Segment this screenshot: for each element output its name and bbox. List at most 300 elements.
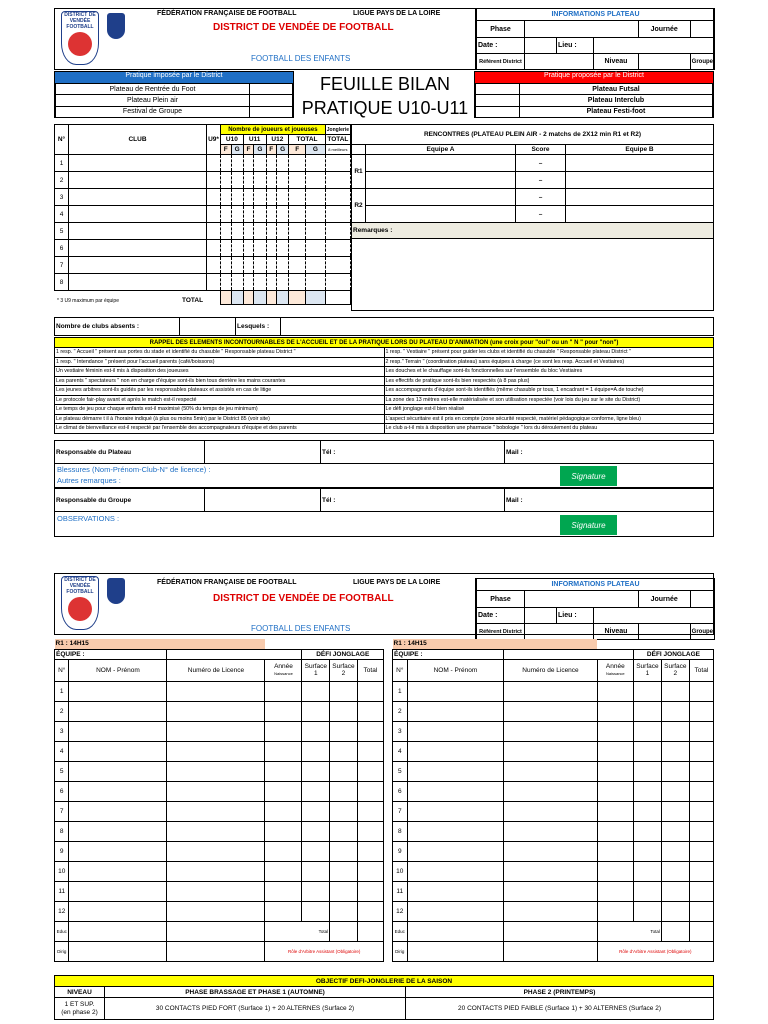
player-field[interactable]: [407, 801, 504, 821]
player-field[interactable]: [69, 721, 167, 741]
count-field[interactable]: [289, 155, 306, 172]
signature-button[interactable]: Signature: [560, 515, 617, 535]
player-field[interactable]: [689, 721, 713, 741]
dirig-field[interactable]: [407, 941, 504, 961]
count-field[interactable]: [254, 223, 266, 240]
player-field[interactable]: [330, 861, 358, 881]
player-field[interactable]: [504, 761, 597, 781]
total-field[interactable]: [661, 921, 689, 941]
count-field[interactable]: [266, 189, 277, 206]
player-field[interactable]: [633, 801, 661, 821]
player-field[interactable]: [167, 681, 265, 701]
imposed-check[interactable]: [250, 95, 293, 106]
player-field[interactable]: [302, 701, 330, 721]
count-field[interactable]: [289, 274, 306, 291]
count-field[interactable]: [243, 257, 254, 274]
club-name-field[interactable]: [69, 223, 207, 240]
count-field[interactable]: [266, 240, 277, 257]
total-field[interactable]: [221, 291, 232, 305]
player-field[interactable]: [504, 881, 597, 901]
player-field[interactable]: [167, 741, 265, 761]
player-field[interactable]: [265, 721, 302, 741]
total-field[interactable]: [254, 291, 266, 305]
player-field[interactable]: [302, 721, 330, 741]
total-field[interactable]: [289, 291, 306, 305]
score-field[interactable]: –: [516, 155, 566, 172]
proposed-check[interactable]: [476, 84, 520, 95]
mail-field[interactable]: [529, 441, 714, 464]
count-field[interactable]: [325, 240, 350, 257]
player-field[interactable]: [265, 841, 302, 861]
equipe-a-field[interactable]: [366, 172, 516, 189]
player-field[interactable]: [661, 801, 689, 821]
player-field[interactable]: [357, 821, 383, 841]
dirig-field[interactable]: [504, 941, 597, 961]
count-field[interactable]: [306, 240, 326, 257]
player-field[interactable]: [661, 841, 689, 861]
player-field[interactable]: [265, 801, 302, 821]
phase-field[interactable]: [525, 20, 639, 38]
player-field[interactable]: [302, 681, 330, 701]
player-field[interactable]: [265, 781, 302, 801]
player-field[interactable]: [597, 721, 633, 741]
player-field[interactable]: [265, 741, 302, 761]
player-field[interactable]: [597, 681, 633, 701]
count-field[interactable]: [231, 172, 243, 189]
count-field[interactable]: [243, 189, 254, 206]
count-field[interactable]: [254, 274, 266, 291]
count-field[interactable]: [254, 172, 266, 189]
count-field[interactable]: [231, 155, 243, 172]
player-field[interactable]: [407, 781, 504, 801]
equipe-a-field[interactable]: [366, 206, 516, 223]
niveau-field[interactable]: [638, 54, 690, 70]
player-field[interactable]: [69, 901, 167, 921]
player-field[interactable]: [633, 881, 661, 901]
player-field[interactable]: [689, 901, 713, 921]
referent-field[interactable]: [525, 54, 594, 70]
player-field[interactable]: [689, 781, 713, 801]
equipe-b-field[interactable]: [566, 206, 714, 223]
player-field[interactable]: [504, 721, 597, 741]
player-field[interactable]: [504, 741, 597, 761]
check-item[interactable]: Le climat de bienveillance est-il respecté par l'ensemble des accompagnateurs d'équipe et des parents: [55, 424, 385, 434]
player-field[interactable]: [689, 741, 713, 761]
count-field[interactable]: [306, 155, 326, 172]
player-field[interactable]: [661, 721, 689, 741]
player-field[interactable]: [597, 841, 633, 861]
player-field[interactable]: [265, 821, 302, 841]
count-field[interactable]: [207, 240, 221, 257]
count-field[interactable]: [221, 240, 232, 257]
player-field[interactable]: [597, 741, 633, 761]
count-field[interactable]: [277, 206, 289, 223]
player-field[interactable]: [633, 681, 661, 701]
player-field[interactable]: [633, 821, 661, 841]
player-field[interactable]: [357, 681, 383, 701]
player-field[interactable]: [357, 901, 383, 921]
player-field[interactable]: [661, 861, 689, 881]
player-field[interactable]: [302, 841, 330, 861]
player-field[interactable]: [167, 881, 265, 901]
remarques-field[interactable]: [352, 239, 714, 311]
count-field[interactable]: [221, 172, 232, 189]
player-field[interactable]: [689, 801, 713, 821]
tel-field[interactable]: [345, 441, 505, 464]
player-field[interactable]: [69, 881, 167, 901]
player-field[interactable]: [407, 881, 504, 901]
count-field[interactable]: [277, 155, 289, 172]
player-field[interactable]: [357, 781, 383, 801]
player-field[interactable]: [302, 901, 330, 921]
player-field[interactable]: [330, 761, 358, 781]
player-field[interactable]: [330, 701, 358, 721]
equipe-field[interactable]: [504, 649, 634, 659]
player-field[interactable]: [689, 761, 713, 781]
player-field[interactable]: [633, 761, 661, 781]
absents-field[interactable]: [180, 318, 236, 336]
check-item[interactable]: 1 resp. " Vestiaire " présent pour guider les clubs et identifié du chasuble " Responsable plateau District ": [384, 348, 714, 358]
count-field[interactable]: [325, 257, 350, 274]
player-field[interactable]: [330, 841, 358, 861]
count-field[interactable]: [243, 223, 254, 240]
player-field[interactable]: [633, 861, 661, 881]
count-field[interactable]: [231, 206, 243, 223]
count-field[interactable]: [306, 223, 326, 240]
club-name-field[interactable]: [69, 240, 207, 257]
count-field[interactable]: [221, 223, 232, 240]
player-field[interactable]: [504, 841, 597, 861]
player-field[interactable]: [407, 741, 504, 761]
club-name-field[interactable]: [69, 189, 207, 206]
count-field[interactable]: [243, 172, 254, 189]
player-field[interactable]: [330, 721, 358, 741]
lesquels-field[interactable]: [281, 318, 714, 336]
player-field[interactable]: [633, 841, 661, 861]
player-field[interactable]: [504, 801, 597, 821]
player-field[interactable]: [689, 881, 713, 901]
player-field[interactable]: [330, 821, 358, 841]
count-field[interactable]: [231, 223, 243, 240]
player-field[interactable]: [265, 761, 302, 781]
score-field[interactable]: –: [516, 206, 566, 223]
check-item[interactable]: Le temps de jeu pour chaque enfants est-il maximisé (50% du temps de jeu minimum): [55, 405, 385, 415]
player-field[interactable]: [597, 761, 633, 781]
count-field[interactable]: [277, 189, 289, 206]
club-name-field[interactable]: [69, 172, 207, 189]
player-field[interactable]: [167, 861, 265, 881]
player-field[interactable]: [407, 721, 504, 741]
count-field[interactable]: [243, 240, 254, 257]
total-field[interactable]: [231, 291, 243, 305]
player-field[interactable]: [69, 761, 167, 781]
player-field[interactable]: [633, 901, 661, 921]
count-field[interactable]: [254, 240, 266, 257]
check-item[interactable]: Les jeunes arbitres sont-ils guidés par les responsables plateaux et assistés en cas de litige: [55, 386, 385, 396]
player-field[interactable]: [302, 761, 330, 781]
player-field[interactable]: [167, 781, 265, 801]
count-field[interactable]: [207, 189, 221, 206]
count-field[interactable]: [207, 206, 221, 223]
player-field[interactable]: [302, 801, 330, 821]
signature-button[interactable]: Signature: [560, 466, 617, 486]
player-field[interactable]: [69, 821, 167, 841]
player-field[interactable]: [597, 801, 633, 821]
educ-field[interactable]: [167, 921, 265, 941]
count-field[interactable]: [221, 189, 232, 206]
player-field[interactable]: [689, 701, 713, 721]
player-field[interactable]: [357, 881, 383, 901]
player-field[interactable]: [357, 741, 383, 761]
player-field[interactable]: [167, 801, 265, 821]
check-item[interactable]: Le club a-t-il mis à disposition une pharmacie " bobologie " lors du déroulement du plateau: [384, 424, 714, 434]
player-field[interactable]: [265, 701, 302, 721]
equipe-b-field[interactable]: [566, 189, 714, 206]
count-field[interactable]: [243, 274, 254, 291]
club-name-field[interactable]: [69, 257, 207, 274]
referent-field[interactable]: [525, 624, 594, 640]
player-field[interactable]: [330, 681, 358, 701]
check-item[interactable]: Les accompagnants d'équipe sont-ils identifiés (même chasuble pr tous, 1 encadrant = 1 équipe=A.de touche): [384, 386, 714, 396]
check-item[interactable]: 1 resp. " Accueil " présent aux portes du stade et identifié du chasuble " Responsable plateau District ": [55, 348, 385, 358]
player-field[interactable]: [407, 681, 504, 701]
player-field[interactable]: [407, 901, 504, 921]
player-field[interactable]: [689, 861, 713, 881]
count-field[interactable]: [289, 172, 306, 189]
dirig-field[interactable]: [69, 941, 167, 961]
check-item[interactable]: Le protocole fair-play avant et après le match est-il respecté: [55, 395, 385, 405]
count-field[interactable]: [221, 206, 232, 223]
player-field[interactable]: [69, 781, 167, 801]
player-field[interactable]: [330, 801, 358, 821]
phase-field[interactable]: [525, 590, 639, 608]
player-field[interactable]: [167, 721, 265, 741]
player-field[interactable]: [407, 841, 504, 861]
count-field[interactable]: [254, 189, 266, 206]
player-field[interactable]: [661, 741, 689, 761]
count-field[interactable]: [277, 172, 289, 189]
count-field[interactable]: [254, 155, 266, 172]
lieu-field[interactable]: [594, 38, 715, 54]
lieu-field[interactable]: [594, 608, 715, 624]
equipe-field[interactable]: [167, 649, 302, 659]
count-field[interactable]: [325, 206, 350, 223]
dirig-field[interactable]: [167, 941, 265, 961]
total-field[interactable]: [325, 291, 350, 305]
player-field[interactable]: [167, 701, 265, 721]
player-field[interactable]: [689, 821, 713, 841]
count-field[interactable]: [325, 223, 350, 240]
player-field[interactable]: [661, 761, 689, 781]
player-field[interactable]: [407, 821, 504, 841]
journee-field[interactable]: [690, 20, 714, 38]
total-field[interactable]: [357, 921, 383, 941]
player-field[interactable]: [167, 841, 265, 861]
player-field[interactable]: [69, 861, 167, 881]
player-field[interactable]: [265, 861, 302, 881]
player-field[interactable]: [302, 881, 330, 901]
player-field[interactable]: [661, 901, 689, 921]
player-field[interactable]: [330, 881, 358, 901]
count-field[interactable]: [306, 274, 326, 291]
journee-field[interactable]: [690, 590, 714, 608]
player-field[interactable]: [357, 761, 383, 781]
educ-field[interactable]: [407, 921, 504, 941]
count-field[interactable]: [266, 223, 277, 240]
club-name-field[interactable]: [69, 206, 207, 223]
educ-field[interactable]: [69, 921, 167, 941]
tel-field[interactable]: [345, 489, 505, 512]
check-item[interactable]: 1 resp. " Intendance " présent pour l'accueil parents (café/boissons): [55, 357, 385, 367]
player-field[interactable]: [330, 781, 358, 801]
count-field[interactable]: [289, 257, 306, 274]
niveau-field[interactable]: [638, 624, 690, 640]
player-field[interactable]: [330, 901, 358, 921]
count-field[interactable]: [306, 172, 326, 189]
mail-field[interactable]: [529, 489, 714, 512]
imposed-check[interactable]: [250, 106, 293, 117]
player-field[interactable]: [357, 861, 383, 881]
count-field[interactable]: [325, 172, 350, 189]
player-field[interactable]: [689, 681, 713, 701]
player-field[interactable]: [357, 801, 383, 821]
player-field[interactable]: [504, 821, 597, 841]
count-field[interactable]: [231, 274, 243, 291]
player-field[interactable]: [407, 701, 504, 721]
player-field[interactable]: [597, 781, 633, 801]
player-field[interactable]: [330, 741, 358, 761]
player-field[interactable]: [504, 861, 597, 881]
check-item[interactable]: Les parents " spectateurs " non en charge d'équipe sont-ils bien tous derrière les mains courantes: [55, 376, 385, 386]
equipe-a-field[interactable]: [366, 189, 516, 206]
player-field[interactable]: [504, 681, 597, 701]
count-field[interactable]: [207, 172, 221, 189]
check-item[interactable]: Les douches et le chauffage sont-ils fonctionnelles sur l'ensemble du bloc Vestiaires: [384, 367, 714, 377]
score-field[interactable]: –: [516, 172, 566, 189]
player-field[interactable]: [504, 701, 597, 721]
player-field[interactable]: [357, 841, 383, 861]
player-field[interactable]: [69, 841, 167, 861]
player-field[interactable]: [357, 701, 383, 721]
player-field[interactable]: [69, 701, 167, 721]
total-field[interactable]: [266, 291, 277, 305]
count-field[interactable]: [207, 155, 221, 172]
check-item[interactable]: Les effectifs de pratique sont-ils bien respectés (à 8 pas plus): [384, 376, 714, 386]
equipe-b-field[interactable]: [566, 155, 714, 172]
player-field[interactable]: [407, 761, 504, 781]
player-field[interactable]: [407, 861, 504, 881]
check-item[interactable]: Le défi jonglage est-il bien réalisé: [384, 405, 714, 415]
equipe-a-field[interactable]: [366, 155, 516, 172]
player-field[interactable]: [597, 861, 633, 881]
player-field[interactable]: [167, 821, 265, 841]
count-field[interactable]: [325, 189, 350, 206]
player-field[interactable]: [597, 881, 633, 901]
count-field[interactable]: [266, 257, 277, 274]
count-field[interactable]: [325, 155, 350, 172]
check-item[interactable]: 2 resp." Terrain " (coordination plateau) sans équipes à charge (ce sont les resp. Accueil et Vestiaires): [384, 357, 714, 367]
total-field[interactable]: [243, 291, 254, 305]
count-field[interactable]: [243, 206, 254, 223]
club-name-field[interactable]: [69, 274, 207, 291]
total-field[interactable]: [330, 921, 358, 941]
count-field[interactable]: [231, 189, 243, 206]
player-field[interactable]: [504, 781, 597, 801]
check-item[interactable]: Le plateau démarre t il à l'horaire indiqué (à plus ou moins 5min) par le District 85 (voir site): [55, 414, 385, 424]
check-item[interactable]: Un vestiaire féminin est-il mis à disposition des joueuses: [55, 367, 385, 377]
count-field[interactable]: [266, 206, 277, 223]
count-field[interactable]: [243, 155, 254, 172]
educ-field[interactable]: [504, 921, 597, 941]
count-field[interactable]: [277, 240, 289, 257]
player-field[interactable]: [302, 741, 330, 761]
player-field[interactable]: [302, 781, 330, 801]
resp-groupe-field[interactable]: [205, 489, 321, 512]
total-field[interactable]: [689, 921, 713, 941]
count-field[interactable]: [306, 257, 326, 274]
player-field[interactable]: [357, 721, 383, 741]
player-field[interactable]: [633, 781, 661, 801]
player-field[interactable]: [597, 821, 633, 841]
player-field[interactable]: [633, 721, 661, 741]
date-field[interactable]: [525, 608, 557, 624]
total-field[interactable]: [306, 291, 326, 305]
player-field[interactable]: [265, 881, 302, 901]
player-field[interactable]: [597, 901, 633, 921]
count-field[interactable]: [289, 240, 306, 257]
count-field[interactable]: [289, 189, 306, 206]
player-field[interactable]: [661, 701, 689, 721]
player-field[interactable]: [661, 681, 689, 701]
player-field[interactable]: [167, 761, 265, 781]
count-field[interactable]: [207, 274, 221, 291]
check-item[interactable]: La zone des 13 mètres est-elle matérialisée et son utilisation respectée (voir lois du jeu sur le site du District): [384, 395, 714, 405]
player-field[interactable]: [302, 821, 330, 841]
count-field[interactable]: [289, 223, 306, 240]
player-field[interactable]: [504, 901, 597, 921]
total-field[interactable]: [277, 291, 289, 305]
player-field[interactable]: [69, 741, 167, 761]
count-field[interactable]: [277, 274, 289, 291]
count-field[interactable]: [306, 206, 326, 223]
score-field[interactable]: –: [516, 189, 566, 206]
proposed-check[interactable]: [476, 95, 520, 106]
check-item[interactable]: L'aspect sécuritaire est il pris en compte (zone sécurité respecté, matériel pédagogique conforme, ligne bleu): [384, 414, 714, 424]
count-field[interactable]: [207, 223, 221, 240]
player-field[interactable]: [69, 801, 167, 821]
player-field[interactable]: [689, 841, 713, 861]
player-field[interactable]: [633, 741, 661, 761]
count-field[interactable]: [289, 206, 306, 223]
equipe-b-field[interactable]: [566, 172, 714, 189]
date-field[interactable]: [525, 38, 557, 54]
count-field[interactable]: [277, 257, 289, 274]
count-field[interactable]: [254, 257, 266, 274]
count-field[interactable]: [231, 240, 243, 257]
count-field[interactable]: [207, 257, 221, 274]
resp-plateau-field[interactable]: [205, 441, 321, 464]
player-field[interactable]: [661, 781, 689, 801]
player-field[interactable]: [167, 901, 265, 921]
count-field[interactable]: [266, 274, 277, 291]
count-field[interactable]: [325, 274, 350, 291]
count-field[interactable]: [266, 172, 277, 189]
player-field[interactable]: [69, 681, 167, 701]
count-field[interactable]: [231, 257, 243, 274]
player-field[interactable]: [302, 861, 330, 881]
proposed-check[interactable]: [476, 106, 520, 117]
count-field[interactable]: [306, 189, 326, 206]
